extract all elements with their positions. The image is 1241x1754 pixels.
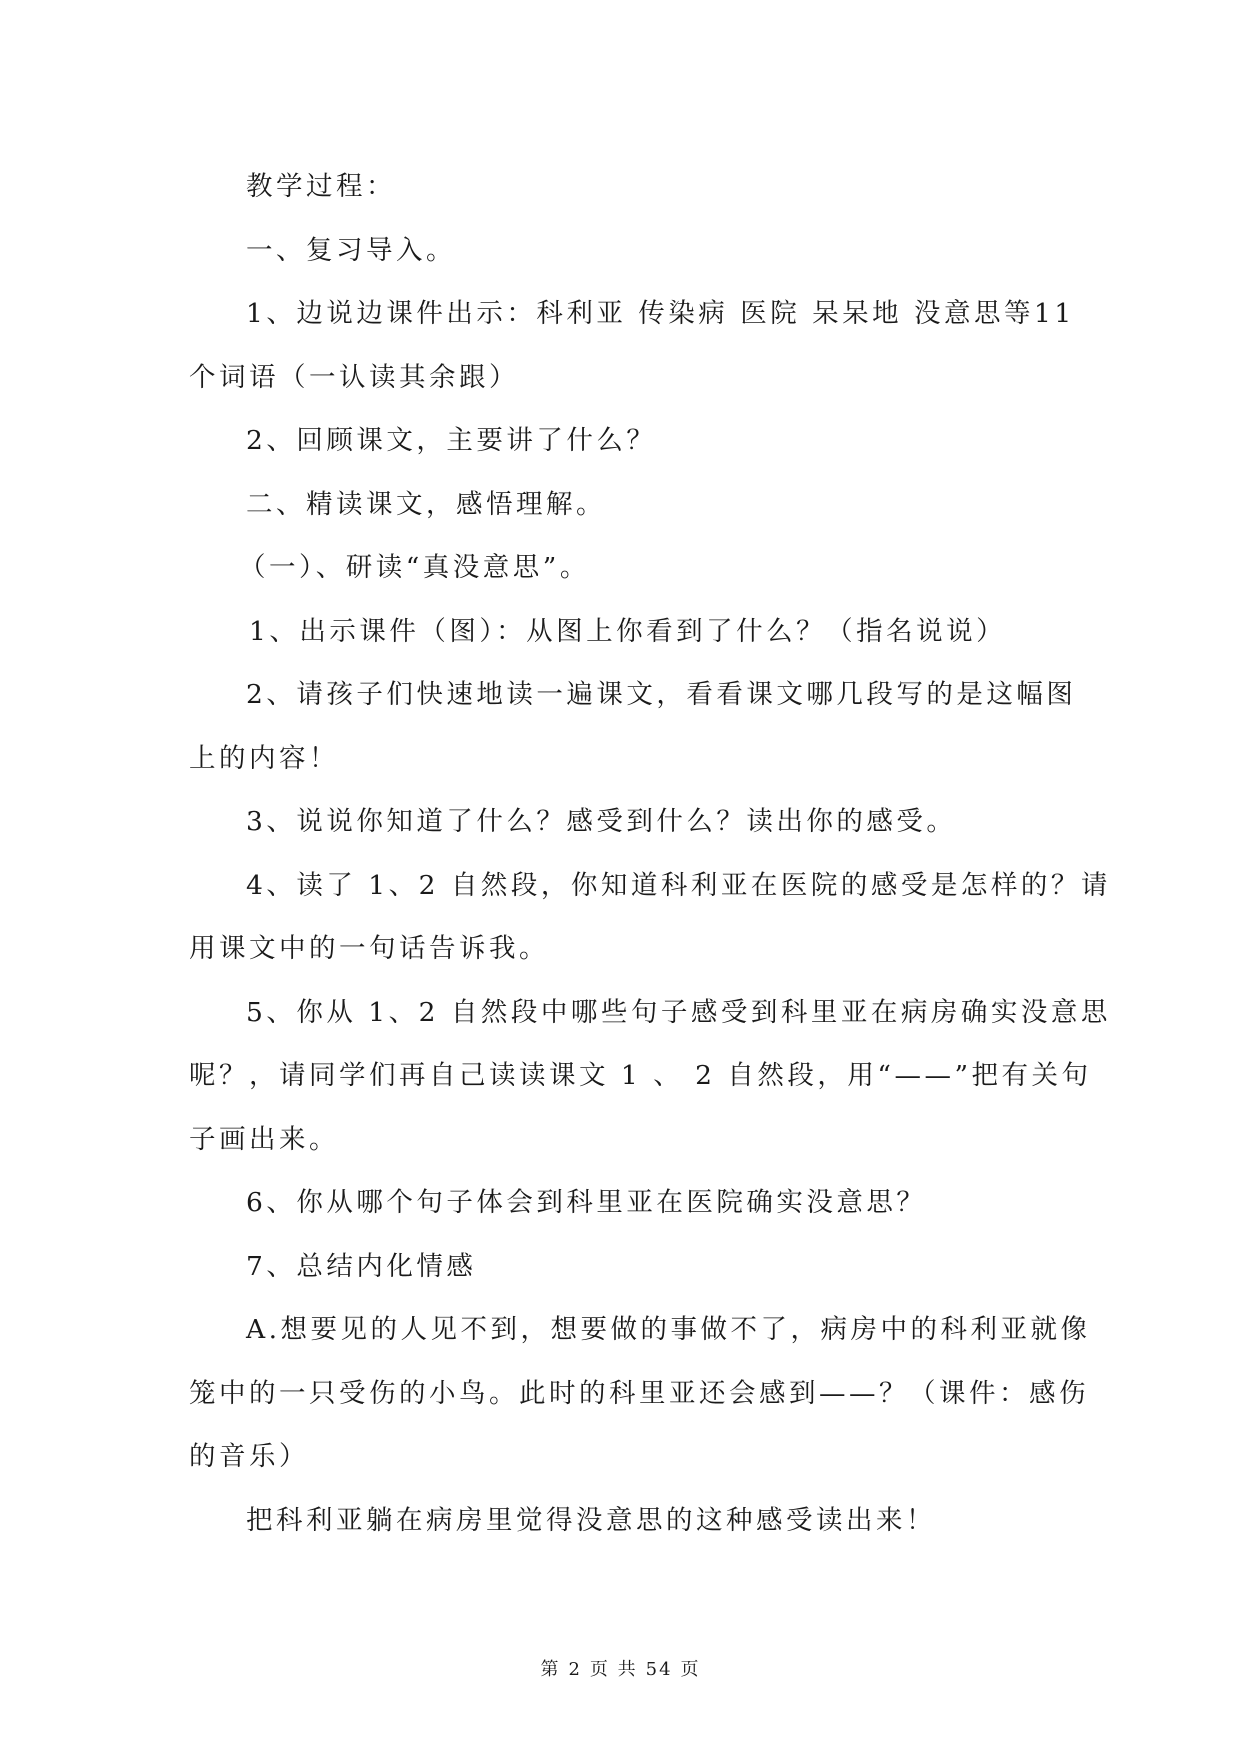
document-body <box>189 155 1111 1552</box>
paragraph-line: 2、回顾课文，主要讲了什么？ <box>246 425 657 456</box>
paragraph-line: 个词语（一认读其余跟） <box>189 361 519 393</box>
section-heading: 二、精读课文，感悟理解。 <box>246 488 606 520</box>
current-page-number: 2 <box>568 1659 582 1680</box>
paragraph-line: 7、总结内化情感 <box>246 1250 477 1282</box>
paragraph-line: 的音乐） <box>189 1441 309 1472</box>
paragraph-line: 呢？，请同学们再自己读读课文 1 、 2 自然段，用“——”把有关句 <box>189 1060 1092 1091</box>
paragraph-line: 用课文中的一句话告诉我。 <box>189 933 549 964</box>
footer-middle: 页 共 <box>589 1659 638 1680</box>
paragraph-line: 6、你从哪个句子体会到科里亚在医院确实没意思？ <box>246 1187 927 1218</box>
paragraph-line: 1、边说边课件出示：科利亚 传染病 医院 呆呆地 没意思等11 <box>246 298 1075 329</box>
total-pages-number: 54 <box>645 1659 673 1680</box>
paragraph-line: 1、出示课件（图）：从图上你看到了什么？（指名说说） <box>249 615 1007 647</box>
footer-prefix: 第 <box>540 1659 561 1680</box>
section-heading: 一、复习导入。 <box>246 234 456 266</box>
footer-suffix: 页 <box>680 1659 701 1680</box>
section-heading: 教学过程： <box>246 171 396 202</box>
paragraph-line: 笼中的一只受伤的小鸟。此时的科里亚还会感到——？（课件：感伤 <box>189 1377 1089 1409</box>
page-footer <box>0 1655 1241 1681</box>
paragraph-line: 把科利亚躺在病房里觉得没意思的这种感受读出来！ <box>246 1504 936 1536</box>
paragraph-line: 2、请孩子们快速地读一遍课文，看看课文哪几段写的是这幅图 <box>246 679 1077 710</box>
paragraph-line: 3、说说你知道了什么？感受到什么？读出你的感受。 <box>246 806 957 837</box>
paragraph-line: 子画出来。 <box>189 1123 339 1155</box>
subsection-heading: （一）、研读“真没意思”。 <box>239 552 590 583</box>
paragraph-line: 5、你从 1、2 自然段中哪些句子感受到科里亚在病房确实没意思 <box>246 996 1111 1028</box>
paragraph-line: 上的内容！ <box>189 742 339 774</box>
paragraph-line: 4、读了 1、2 自然段，你知道科利亚在医院的感受是怎样的？请 <box>246 869 1111 901</box>
paragraph-line: A.想要见的人见不到，想要做的事做不了，病房中的科利亚就像 <box>246 1314 1091 1345</box>
